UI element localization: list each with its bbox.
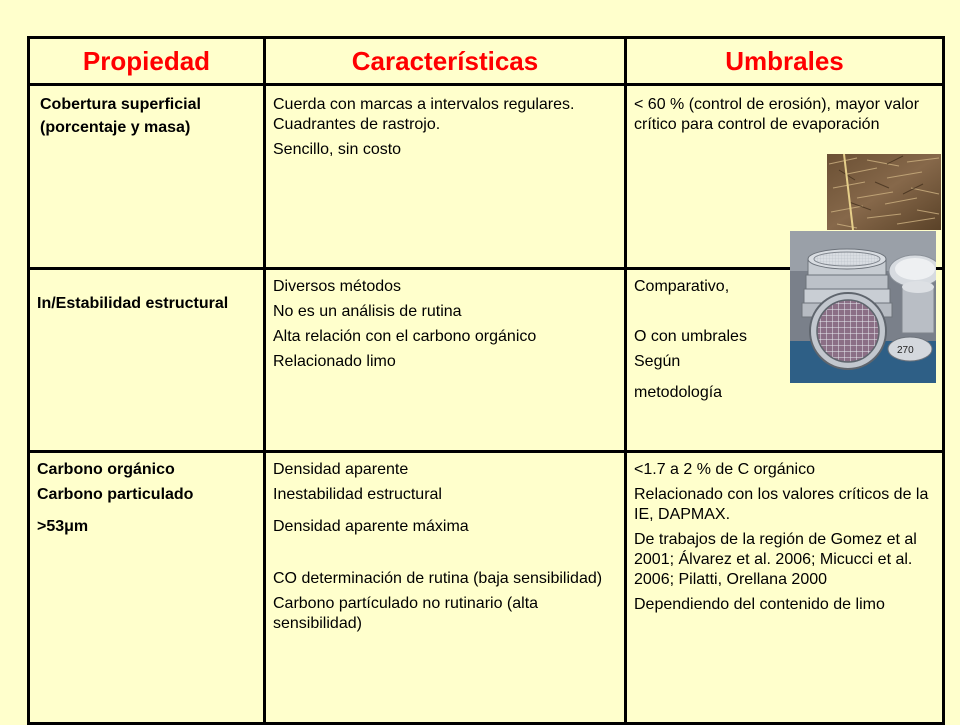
characteristics-line: Carbono partículado no rutinario (alta sensibilidad) (273, 595, 539, 632)
header-umbrales: Umbrales (626, 38, 944, 85)
header-row (29, 38, 944, 85)
sieves-photo (790, 231, 936, 383)
header-caracteristicas: Características (265, 38, 626, 85)
characteristics-line: Diversos métodos (273, 278, 402, 295)
characteristics-cell (265, 269, 626, 452)
property-cell (29, 85, 265, 269)
property-line: >53μm (37, 518, 89, 535)
thresholds-line: Según (634, 353, 681, 370)
thresholds-line: O con umbrales (634, 328, 747, 345)
thresholds-line: Comparativo, (634, 278, 730, 295)
property-line: Carbono orgánico (37, 461, 175, 478)
characteristics-line: Inestabilidad estructural (273, 486, 442, 503)
thresholds-line: metodología (634, 384, 723, 401)
thresholds-line: < 60 % (control de erosión), mayor valor crítico para control de evaporación (634, 96, 920, 133)
property-line: Cobertura superficial (40, 96, 201, 113)
stubble-photo (827, 154, 941, 230)
characteristics-cell (265, 85, 626, 269)
property-cell (29, 452, 265, 724)
thresholds-line: Relacionado con los valores críticos de la IE, DAPMAX. (634, 486, 929, 523)
characteristics-line: Densidad aparente máxima (273, 518, 469, 535)
property-line: (porcentaje y masa) (40, 119, 191, 136)
characteristics-line: Relacionado limo (273, 353, 396, 370)
property-line: Carbono particulado (37, 486, 194, 503)
header-propiedad: Propiedad (29, 38, 265, 85)
property-line: In/Estabilidad estructural (37, 295, 229, 312)
characteristics-line: Sencillo, sin costo (273, 141, 402, 158)
table-row (29, 452, 944, 724)
thresholds-line: <1.7 a 2 % de C orgánico (634, 461, 816, 478)
thresholds-cell (626, 452, 944, 724)
characteristics-line: Cuerda con marcas a intervalos regulares. Cuadrantes de rastrojo. (273, 96, 575, 133)
characteristics-line: Alta relación con el carbono orgánico (273, 328, 537, 345)
thresholds-line: Dependiendo del contenido de limo (634, 596, 885, 613)
property-cell (29, 269, 265, 452)
characteristics-line: CO determinación de rutina (baja sensibilidad) (273, 570, 603, 587)
thresholds-line: De trabajos de la región de Gomez et al 2001; Álvarez et al. 2006; Micucci et al. 2006; Pilatti, Orellana 2000 (634, 531, 917, 588)
characteristics-cell (265, 452, 626, 724)
sieve-label: 270 (897, 345, 914, 356)
characteristics-line: No es un análisis de rutina (273, 303, 462, 320)
characteristics-line: Densidad aparente (273, 461, 409, 478)
